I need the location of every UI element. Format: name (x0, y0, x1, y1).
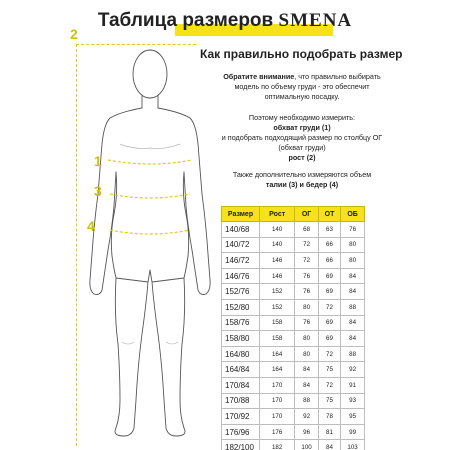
cell-height: 152 (260, 299, 295, 315)
cell-waist: 75 (318, 362, 340, 378)
cell-height: 158 (260, 315, 295, 331)
cell-chest: 68 (295, 222, 319, 238)
cell-size: 176/96 (222, 424, 260, 440)
table-row (222, 331, 365, 347)
measure-pick: и подобрать подходящий размер по столбцу ОГ (обхват груди) (221, 133, 383, 152)
height-marker-label: 2 (70, 26, 78, 42)
cell-chest: 76 (295, 284, 319, 300)
measure-chest: обхват груди (1) (273, 123, 331, 132)
cell-chest: 80 (295, 331, 319, 347)
cell-waist: 72 (318, 346, 340, 362)
cell-height: 170 (260, 377, 295, 393)
cell-chest: 88 (295, 393, 319, 409)
measure-height: рост (2) (288, 153, 316, 162)
table-header-row (222, 207, 365, 222)
title-main: Таблица размеров (97, 10, 274, 31)
cell-chest: 76 (295, 315, 319, 331)
cell-hips: 80 (341, 237, 365, 253)
cell-size: 164/80 (222, 346, 260, 362)
cell-size: 158/80 (222, 331, 260, 347)
cell-chest: 80 (295, 299, 319, 315)
cell-waist: 75 (318, 393, 340, 409)
cell-size: 146/76 (222, 268, 260, 284)
cell-chest: 92 (295, 409, 319, 425)
col-size: Размер (222, 207, 260, 222)
cell-waist: 69 (318, 284, 340, 300)
cell-height: 146 (260, 253, 295, 269)
attention-text (218, 72, 386, 102)
table-row (222, 409, 365, 425)
cell-waist: 63 (318, 222, 340, 238)
page-title (0, 4, 450, 38)
cell-chest: 96 (295, 424, 319, 440)
cell-chest: 84 (295, 362, 319, 378)
cell-height: 140 (260, 237, 295, 253)
cell-hips: 84 (341, 331, 365, 347)
cell-waist: 78 (318, 409, 340, 425)
body-figure (80, 44, 220, 446)
cell-hips: 103 (341, 440, 365, 450)
cell-height: 164 (260, 346, 295, 362)
cell-waist: 72 (318, 377, 340, 393)
attention-rest: , что правильно выбирать модель по объему груди - это обеспечит оптимальную посадку. (234, 72, 381, 101)
table-row (222, 346, 365, 362)
cell-height: 164 (260, 362, 295, 378)
page-title-text (0, 10, 450, 32)
table-row (222, 284, 365, 300)
cell-size: 146/72 (222, 253, 260, 269)
cell-waist: 81 (318, 424, 340, 440)
cell-hips: 76 (341, 222, 365, 238)
extra-bold: талии (3) и бедер (4) (265, 180, 339, 189)
table-row (222, 222, 365, 238)
body-outline-illustration (80, 44, 220, 446)
cell-height: 140 (260, 222, 295, 238)
cell-height: 158 (260, 331, 295, 347)
cell-waist: 69 (318, 315, 340, 331)
table-row (222, 440, 365, 450)
measure-intro: Поэтому необходимо измерить: (248, 113, 356, 122)
cell-size: 170/88 (222, 393, 260, 409)
cell-hips: 88 (341, 346, 365, 362)
table-row (222, 268, 365, 284)
cell-size: 152/76 (222, 284, 260, 300)
cell-height: 170 (260, 393, 295, 409)
cell-height: 146 (260, 268, 295, 284)
cell-waist: 72 (318, 299, 340, 315)
extra-measure-text (218, 170, 386, 190)
table-row (222, 424, 365, 440)
size-table-body (222, 222, 365, 450)
cell-size: 164/84 (222, 362, 260, 378)
table-row (222, 377, 365, 393)
cell-size: 170/84 (222, 377, 260, 393)
cell-hips: 88 (341, 299, 365, 315)
hips-marker: 4 (87, 218, 95, 234)
col-height: Рост (260, 207, 295, 222)
cell-hips: 80 (341, 253, 365, 269)
cell-size: 158/76 (222, 315, 260, 331)
cell-size: 182/100 (222, 440, 260, 450)
cell-chest: 72 (295, 237, 319, 253)
cell-size: 140/72 (222, 237, 260, 253)
cell-hips: 99 (341, 424, 365, 440)
cell-chest: 100 (295, 440, 319, 450)
cell-hips: 84 (341, 268, 365, 284)
measure-instructions (218, 113, 386, 163)
cell-height: 182 (260, 440, 295, 450)
table-row (222, 315, 365, 331)
table-row (222, 237, 365, 253)
table-row (222, 362, 365, 378)
cell-hips: 84 (341, 315, 365, 331)
cell-size: 170/92 (222, 409, 260, 425)
table-row (222, 253, 365, 269)
cell-waist: 84 (318, 440, 340, 450)
waist-marker: 3 (94, 183, 102, 199)
size-table (221, 206, 365, 450)
col-hips: ОБ (341, 207, 365, 222)
cell-chest: 80 (295, 346, 319, 362)
col-waist: ОТ (318, 207, 340, 222)
cell-height: 170 (260, 409, 295, 425)
table-row (222, 299, 365, 315)
cell-size: 152/80 (222, 299, 260, 315)
cell-height: 176 (260, 424, 295, 440)
cell-hips: 84 (341, 284, 365, 300)
cell-size: 140/68 (222, 222, 260, 238)
title-brand: SMENA (278, 10, 353, 31)
cell-hips: 93 (341, 393, 365, 409)
cell-hips: 92 (341, 362, 365, 378)
table-row (222, 393, 365, 409)
cell-chest: 72 (295, 253, 319, 269)
cell-height: 152 (260, 284, 295, 300)
cell-waist: 66 (318, 237, 340, 253)
cell-chest: 76 (295, 268, 319, 284)
cell-chest: 84 (295, 377, 319, 393)
cell-waist: 69 (318, 268, 340, 284)
chest-marker: 1 (94, 153, 102, 169)
cell-hips: 95 (341, 409, 365, 425)
extra-intro: Также дополнительно измеряются объем (232, 170, 372, 179)
attention-bold: Обратите внимание (223, 72, 295, 81)
cell-waist: 69 (318, 331, 340, 347)
height-dashed-line (76, 44, 77, 446)
guide-heading: Как правильно подобрать размер (200, 47, 403, 61)
col-chest: ОГ (295, 207, 319, 222)
cell-hips: 91 (341, 377, 365, 393)
cell-waist: 66 (318, 253, 340, 269)
